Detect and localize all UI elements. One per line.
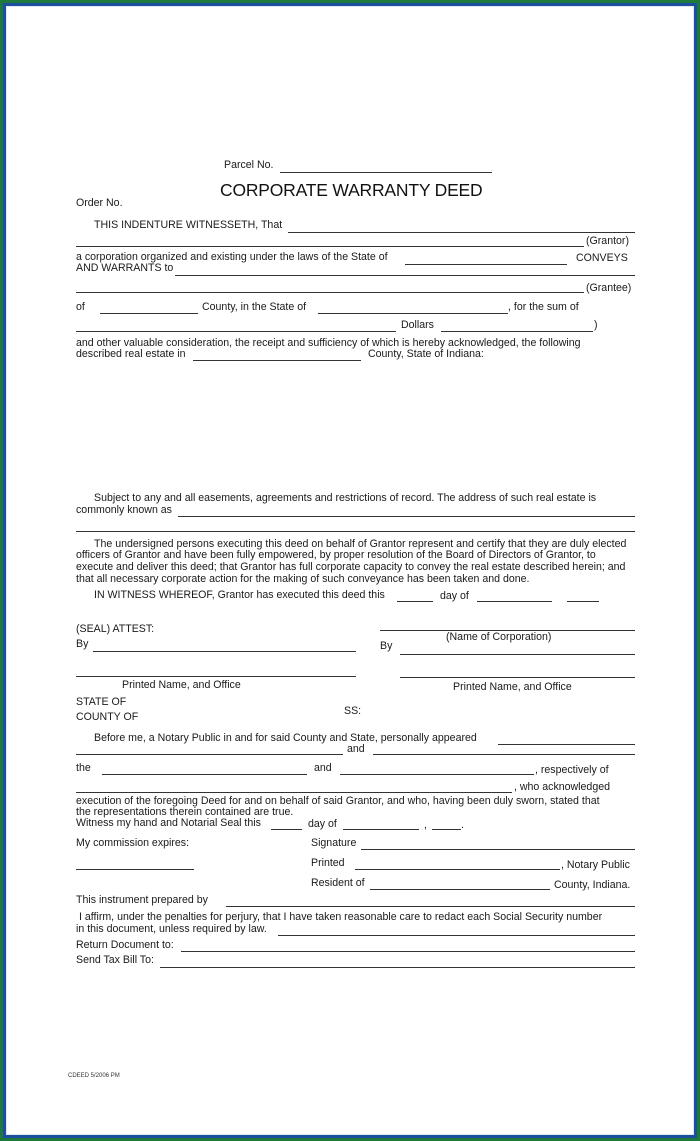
return-document-label: Return Document to:: [76, 939, 174, 951]
witness-hand-text: Witness my hand and Notarial Seal this: [76, 817, 261, 829]
executed-year-field[interactable]: [567, 601, 599, 602]
send-tax-bill-label: Send Tax Bill To:: [76, 954, 154, 966]
resident-county-field[interactable]: [370, 889, 550, 890]
name-of-corporation-label: (Name of Corporation): [446, 631, 552, 643]
sum-of-text: , for the sum of: [508, 301, 579, 313]
notary-period: .: [461, 819, 464, 831]
appeared-name-field-1[interactable]: [498, 744, 635, 745]
certification-line-2: officers of Grantor and have been fully empowered, by proper resolution of the Board of Directors of Grantor, to: [76, 549, 596, 561]
parcel-number-field[interactable]: [280, 172, 492, 173]
sum-amount-field[interactable]: [441, 331, 593, 332]
consideration-line-2b: County, State of Indiana:: [368, 348, 484, 360]
attest-printed-name-field[interactable]: [76, 676, 356, 677]
prepared-by-label: This instrument prepared by: [76, 894, 208, 906]
before-me-text: Before me, a Notary Public in and for said County and State, personally appeared: [94, 732, 477, 744]
warrants-text: AND WARRANTS to: [76, 262, 174, 274]
notary-month-field[interactable]: [343, 829, 419, 830]
indenture-text: THIS INDENTURE WITNESSETH, That: [94, 219, 283, 231]
subject-line-1: Subject to any and all easements, agreements and restrictions of record. The address of such real estate is: [94, 492, 597, 504]
corporation-clause: a corporation organized and existing under the laws of the State of: [76, 251, 388, 263]
execution-line-2: the representations therein contained are true.: [76, 806, 294, 818]
resident-of-label: Resident of: [311, 877, 365, 889]
day-of-text: day of: [440, 590, 469, 602]
sum-words-field[interactable]: [76, 331, 396, 332]
appeared-name-field-3[interactable]: [373, 754, 635, 755]
county-indiana-text: County, Indiana.: [554, 879, 631, 891]
notary-comma: ,: [424, 819, 427, 831]
notary-signature-field[interactable]: [361, 849, 635, 850]
and-text-2: and: [314, 762, 332, 774]
grantee-label: (Grantee): [586, 282, 632, 294]
notary-day-of-text: day of: [308, 818, 337, 830]
county-state-text: County, in the State of: [202, 301, 307, 313]
officer-printed-name-field[interactable]: [400, 677, 635, 678]
grantor-name-notary-field[interactable]: [76, 792, 512, 793]
certification-line-3: execute and deliver this deed; that Grantor has full corporate capacity to convey the real estate described herein; and: [76, 561, 626, 573]
witness-whereof: IN WITNESS WHEREOF, Grantor has executed this deed this: [94, 589, 385, 601]
officer-title-field-2[interactable]: [340, 774, 534, 775]
certification-line-1: The undersigned persons executing this deed on behalf of Grantor represent and certify that they are duly elected: [94, 538, 627, 550]
prepared-by-field[interactable]: [226, 906, 635, 907]
grantor-field-2[interactable]: [76, 246, 584, 247]
officer-signature-field[interactable]: [400, 654, 635, 655]
paren-close: ): [594, 319, 598, 331]
address-field-1[interactable]: [178, 516, 635, 517]
of-text: of: [76, 301, 85, 313]
certification-line-4: that all necessary corporate action for the making of such conveyance has been taken and done.: [76, 573, 530, 585]
parcel-label: Parcel No.: [224, 159, 274, 171]
send-tax-bill-field[interactable]: [160, 967, 635, 968]
officer-title-field-1[interactable]: [102, 774, 307, 775]
grantee-field-1[interactable]: [175, 275, 635, 276]
document-title: CORPORATE WARRANTY DEED: [220, 180, 483, 200]
executed-month-field[interactable]: [477, 601, 552, 602]
subject-line-2: commonly known as: [76, 504, 172, 516]
and-text-1: and: [347, 743, 365, 755]
dollars-text: Dollars: [401, 319, 434, 331]
grantee-county-field[interactable]: [100, 313, 198, 314]
affirm-line-1: I affirm, under the penalties for perjury, that I have taken reasonable care to redact each Social Security number: [79, 911, 603, 923]
affirm-name-field[interactable]: [278, 935, 635, 936]
by-right-label: By: [380, 640, 393, 652]
grantee-field-2[interactable]: [76, 292, 584, 293]
affirm-line-2: in this document, unless required by law.: [76, 923, 267, 935]
respectively-of-text: , respectively of: [535, 764, 609, 776]
the-text: the: [76, 762, 91, 774]
order-label: Order No.: [76, 197, 123, 209]
ss-label: SS:: [344, 705, 362, 717]
grantor-field-1[interactable]: [288, 232, 635, 233]
by-left-label: By: [76, 638, 89, 650]
who-acknowledged-text: , who acknowledged: [514, 781, 610, 793]
consideration-line-1: and other valuable consideration, the receipt and sufficiency of which is hereby acknowledged, the following: [76, 337, 581, 349]
attest-signature-field[interactable]: [93, 651, 356, 652]
printed-name-left-label: Printed Name, and Office: [122, 679, 241, 691]
consideration-line-2a: described real estate in: [76, 348, 186, 360]
printed-name-right-label: Printed Name, and Office: [453, 681, 572, 693]
seal-attest: (SEAL) ATTEST:: [76, 623, 155, 635]
notary-day-field[interactable]: [271, 829, 302, 830]
execution-line-1: execution of the foregoing Deed for and on behalf of said Grantor, and who, having been duly sworn, stated that: [76, 795, 600, 807]
conveys-text: CONVEYS: [576, 252, 628, 264]
signature-label: Signature: [311, 837, 357, 849]
notary-printed-name-field[interactable]: [355, 869, 560, 870]
state-of-label: STATE OF: [76, 696, 127, 708]
address-field-2[interactable]: [76, 531, 635, 532]
executed-day-field[interactable]: [397, 601, 433, 602]
commission-expires-label: My commission expires:: [76, 837, 190, 849]
printed-label: Printed: [311, 857, 345, 869]
grantor-label: (Grantor): [586, 235, 629, 247]
county-of-label: COUNTY OF: [76, 711, 139, 723]
notary-year-field[interactable]: [432, 829, 461, 830]
real-estate-county-field[interactable]: [193, 360, 361, 361]
grantee-state-field[interactable]: [318, 313, 508, 314]
state-of-organization-field[interactable]: [405, 264, 567, 265]
notary-public-text: , Notary Public: [561, 859, 630, 871]
return-document-field[interactable]: [181, 951, 635, 952]
commission-expires-field[interactable]: [76, 869, 194, 870]
form-code: CDEED 5/2006 PM: [68, 1073, 120, 1079]
appeared-name-field-2[interactable]: [76, 754, 343, 755]
